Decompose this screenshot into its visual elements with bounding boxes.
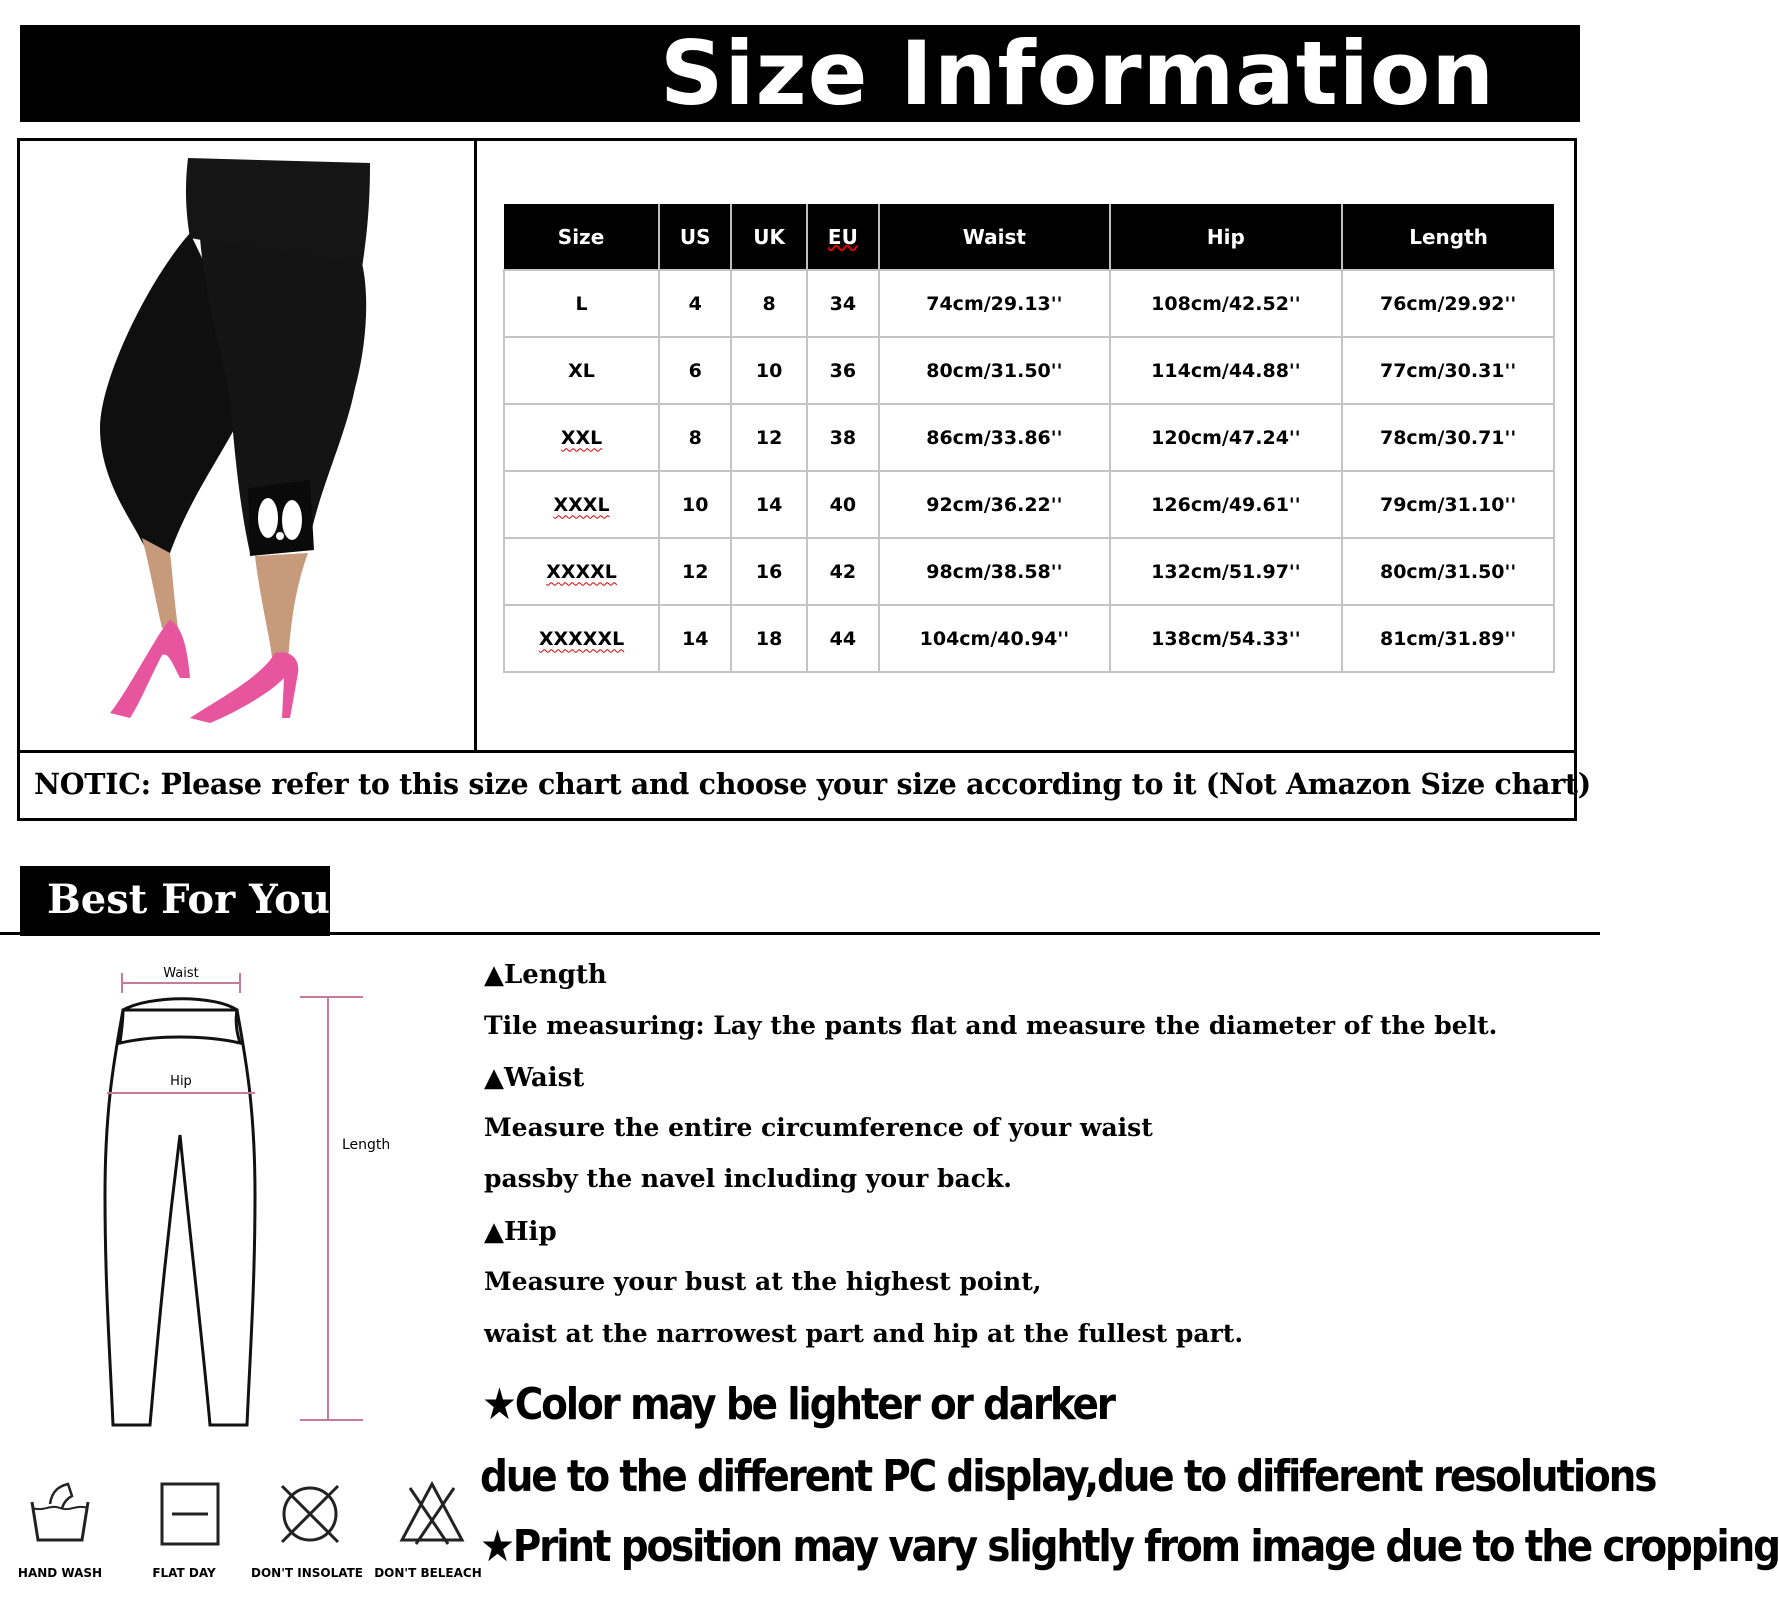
table-cell xyxy=(1110,605,1343,672)
table-cell xyxy=(504,337,659,404)
best-for-you-label: Best For You xyxy=(47,876,330,923)
hip-label: Hip xyxy=(170,1074,192,1089)
hip-instruction-1: Measure your bust at the highest point, xyxy=(484,1267,1042,1296)
size-label: XXXXXL xyxy=(538,627,625,650)
waist-heading: ▲Waist xyxy=(484,1063,585,1093)
table-cell xyxy=(659,471,731,538)
color-note-1: ★Color may be lighter or darker xyxy=(482,1380,1114,1431)
cell-value: 98cm/38.58'' xyxy=(926,560,1063,583)
table-cell xyxy=(879,538,1110,605)
table-cell xyxy=(879,404,1110,471)
cell-value: 92cm/36.22'' xyxy=(926,493,1063,516)
cell-value: 78cm/30.71'' xyxy=(1379,426,1517,449)
table-row xyxy=(504,471,1554,538)
size-label: XXXXL xyxy=(546,560,617,583)
pants-measurement-diagram xyxy=(95,965,395,1435)
page-title: Size Information xyxy=(660,22,1496,125)
table-cell xyxy=(879,270,1110,337)
size-label: XXXL xyxy=(553,493,610,516)
waist-instruction-2: passby the navel including your back. xyxy=(484,1164,1012,1193)
cell-value: 36 xyxy=(829,359,857,382)
table-cell xyxy=(731,538,806,605)
table-cell xyxy=(1110,471,1343,538)
table-cell xyxy=(807,471,879,538)
table-cell xyxy=(1342,337,1554,404)
table-row xyxy=(504,538,1554,605)
length-heading: ▲Length xyxy=(484,960,607,990)
cell-value: 120cm/47.24'' xyxy=(1151,426,1301,449)
cell-value: 74cm/29.13'' xyxy=(926,292,1063,315)
cell-value: 40 xyxy=(829,493,857,516)
cell-value: 12 xyxy=(682,560,709,583)
table-cell xyxy=(1342,538,1554,605)
cell-value: 42 xyxy=(829,560,857,583)
section-rule xyxy=(0,932,1600,935)
cell-value: 14 xyxy=(682,627,709,650)
product-photo xyxy=(70,158,450,733)
cell-value: 12 xyxy=(755,426,783,449)
table-cell xyxy=(731,270,806,337)
table-row xyxy=(504,404,1554,471)
cell-value: 114cm/44.88'' xyxy=(1151,359,1301,382)
table-cell xyxy=(1342,605,1554,672)
hip-heading: ▲Hip xyxy=(484,1217,557,1247)
cell-value: 79cm/31.10'' xyxy=(1379,493,1517,516)
cell-value: 8 xyxy=(688,426,702,449)
table-cell xyxy=(659,337,731,404)
table-cell xyxy=(807,605,879,672)
column-header-hip: Hip xyxy=(1110,204,1343,270)
color-note-2: due to the different PC display,due to dififerent resolutions xyxy=(480,1452,1656,1503)
frame-divider xyxy=(474,138,477,752)
size-label: XXL xyxy=(560,426,603,449)
cell-value: 44 xyxy=(829,627,857,650)
cell-value: 6 xyxy=(688,359,702,382)
table-row xyxy=(504,337,1554,404)
cell-value: 86cm/33.86'' xyxy=(926,426,1063,449)
table-cell xyxy=(807,337,879,404)
cell-value: 80cm/31.50'' xyxy=(926,359,1063,382)
table-cell xyxy=(504,471,659,538)
cell-value: 132cm/51.97'' xyxy=(1151,560,1301,583)
column-header-eu: EU xyxy=(807,204,879,270)
column-header-uk: UK xyxy=(731,204,806,270)
table-cell xyxy=(659,538,731,605)
size-label: L xyxy=(575,292,588,315)
waist-instruction-1: Measure the entire circumference of your waist xyxy=(484,1113,1153,1142)
cell-value: 10 xyxy=(755,359,783,382)
care-label-flat-dry: FLAT DAY xyxy=(152,1566,216,1580)
column-header-length: Length xyxy=(1342,204,1554,270)
table-cell xyxy=(879,471,1110,538)
size-label: XL xyxy=(568,359,595,382)
care-label-hand-wash: HAND WASH xyxy=(17,1566,103,1580)
table-row xyxy=(504,605,1554,672)
care-label-dont-bleach: DON'T BELEACH xyxy=(374,1566,482,1580)
table-cell xyxy=(807,538,879,605)
care-label-dont-insolate: DON'T INSOLATE xyxy=(251,1566,363,1580)
cell-value: 138cm/54.33'' xyxy=(1151,627,1301,650)
table-cell xyxy=(879,605,1110,672)
hand-wash-icon xyxy=(24,1478,96,1550)
table-cell xyxy=(504,404,659,471)
cell-value: 8 xyxy=(762,292,776,315)
cell-value: 38 xyxy=(829,426,857,449)
table-cell xyxy=(807,404,879,471)
table-cell xyxy=(659,270,731,337)
table-cell xyxy=(1342,404,1554,471)
column-header-size: Size xyxy=(504,204,659,270)
notice-divider xyxy=(17,750,1577,753)
table-cell xyxy=(731,471,806,538)
column-header-us: US xyxy=(659,204,731,270)
table-cell xyxy=(807,270,879,337)
table-cell xyxy=(1110,270,1343,337)
table-cell xyxy=(659,404,731,471)
table-cell xyxy=(1110,337,1343,404)
table-cell xyxy=(659,605,731,672)
table-cell xyxy=(1342,471,1554,538)
hip-instruction-2: waist at the narrowest part and hip at the fullest part. xyxy=(484,1319,1244,1348)
cell-value: 80cm/31.50'' xyxy=(1379,560,1517,583)
table-header-row xyxy=(504,204,1554,270)
column-header-waist: Waist xyxy=(879,204,1110,270)
do-not-bleach-icon xyxy=(396,1478,468,1550)
cell-value: 18 xyxy=(755,627,783,650)
cell-value: 77cm/30.31'' xyxy=(1379,359,1517,382)
table-cell xyxy=(504,538,659,605)
cell-value: 81cm/31.89'' xyxy=(1379,627,1517,650)
table-cell xyxy=(504,270,659,337)
table-cell xyxy=(504,605,659,672)
cell-value: 4 xyxy=(688,292,702,315)
flat-dry-icon xyxy=(154,1478,226,1550)
table-row xyxy=(504,270,1554,337)
do-not-tumble-icon xyxy=(274,1478,346,1550)
size-table xyxy=(503,204,1555,673)
print-note: ★Print position may vary slightly from image due to the cropping xyxy=(480,1522,1779,1573)
cell-value: 14 xyxy=(755,493,783,516)
table-cell xyxy=(731,404,806,471)
table-cell xyxy=(731,605,806,672)
table-cell xyxy=(731,337,806,404)
table-cell xyxy=(1342,270,1554,337)
cell-value: 34 xyxy=(829,292,857,315)
cell-value: 126cm/49.61'' xyxy=(1151,493,1301,516)
cell-value: 10 xyxy=(682,493,709,516)
table-cell xyxy=(1110,538,1343,605)
length-instruction: Tile measuring: Lay the pants flat and measure the diameter of the belt. xyxy=(484,1011,1498,1040)
notice-text: NOTIC: Please refer to this size chart and choose your size according to it (Not Amazon Size chart) xyxy=(34,767,1591,801)
table-cell xyxy=(1110,404,1343,471)
waist-label: Waist xyxy=(163,966,199,981)
table-cell xyxy=(879,337,1110,404)
cell-value: 108cm/42.52'' xyxy=(1151,292,1301,315)
cell-value: 16 xyxy=(755,560,783,583)
length-label: Length xyxy=(342,1137,391,1153)
cell-value: 76cm/29.92'' xyxy=(1379,292,1517,315)
cell-value: 104cm/40.94'' xyxy=(919,627,1070,650)
